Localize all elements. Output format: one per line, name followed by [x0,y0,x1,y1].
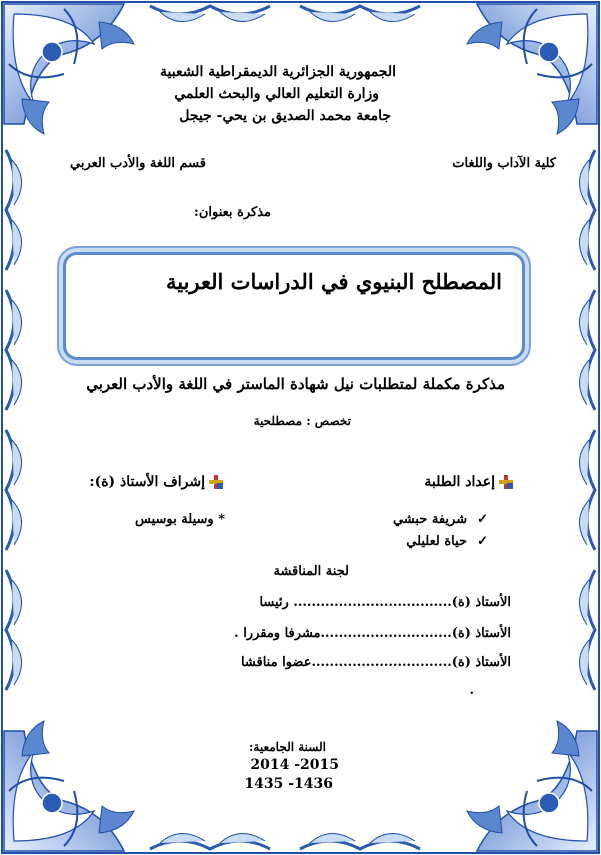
thesis-title: المصطلح البنيوي في الدراسات العربية [165,269,502,294]
bullet-marker-icon [209,475,223,489]
faculty-label: كلية الآداب واللغات [452,156,556,171]
student-row-1 [393,512,488,527]
header-line-ministry: وزارة التعليم العالي والبحث العلمي [174,86,379,102]
stray-dot: . [469,683,474,698]
memo-label: مذكرة بعنوان: [194,205,271,220]
committee-row-1: الأستاذ (ة)................................... رئيسا [259,595,511,610]
header-line-republic: الجمهورية الجزائرية الديمقراطية الشعبية [159,64,396,80]
bullet-marker-icon [499,475,513,489]
students-heading [424,474,513,490]
department-label: قسم اللغة والأدب العربي [70,156,206,171]
supervisor-heading-text: إشراف الأستاذ (ة): [89,474,205,490]
supervisor-name: * وسيلة بوسيس [135,512,225,527]
student-row-2 [406,534,488,549]
thesis-subtitle: مذكرة مكملة لمتطلبات نيل شهادة الماستر في اللغة والأدب العربي [86,375,505,393]
academic-year-hijri: 1435 -1436 [244,776,333,792]
students-heading-text: إعداد الطلبة [424,474,495,490]
student-name-2: حياة لعليلي [406,534,468,549]
check-icon: ✓ [477,512,488,527]
committee-row-2: الأستاذ (ة).............................مشرفا ومقررا . [234,626,511,641]
header-line-university: جامعة محمد الصديق بن يحي- جيجل [179,108,391,124]
committee-heading: لجنة المناقشة [273,564,349,579]
check-icon: ✓ [477,534,488,549]
committee-row-3: الأستاذ (ة)...............................عضوا مناقشا [240,655,511,670]
supervisor-heading [89,474,223,490]
title-box [63,252,525,360]
academic-year-gregorian: 2014 -2015 [250,757,339,773]
student-name-1: شريفة حبشي [392,512,468,527]
specialty-label: تخصص : مصطلحية [253,414,351,428]
academic-year-label: السنة الجامعية: [248,740,326,754]
